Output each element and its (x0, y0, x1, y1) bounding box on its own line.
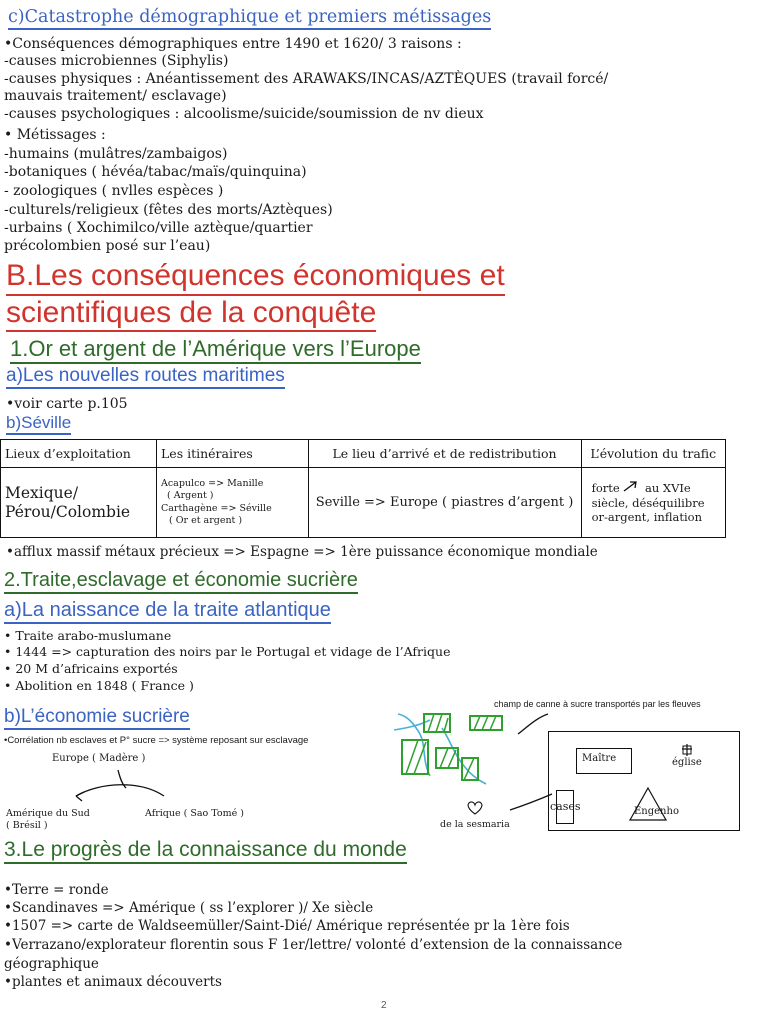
label-cases: cases (550, 800, 581, 813)
cell-line: Mexique/ (5, 483, 79, 502)
table-cell-lieux (1, 468, 157, 538)
table-header-row (1, 440, 726, 468)
text-line: •Scandinaves => Amérique ( ss l’explorer )/ Xe siècle (4, 900, 374, 916)
text-line: • Traite arabo-muslumane (4, 628, 172, 643)
part3-title: 3.Le progrès de la connaissance du monde (4, 837, 407, 864)
text-line: mauvais traitement/ esclavage) (4, 88, 227, 104)
table-cell-evolution (581, 468, 725, 538)
trade-arrows-sketch (60, 766, 170, 808)
section-b-title-line1: B.Les conséquences économiques et (6, 258, 505, 296)
text-line: -causes microbiennes (Siphylis) (4, 53, 229, 69)
table-cell-itineraires (157, 468, 309, 538)
text-line: - zoologiques ( nvlles espèces ) (4, 183, 224, 199)
cell-line: ( Or et argent ) (169, 515, 243, 526)
cell-line: ( Argent ) (167, 490, 214, 501)
text-line: -causes psychologiques : alcoolisme/suicide/soumission de nv dieux (4, 106, 484, 122)
part1-a-title: a)Les nouvelles routes maritimes (6, 364, 285, 389)
table-header: Lieux d’exploitation (1, 440, 157, 468)
part2-title: 2.Traite,esclavage et économie sucrière (4, 568, 358, 594)
table-cell-arrivee: Seville => Europe ( piastres d’argent ) (308, 468, 581, 538)
part2-b-title: b)L’économie sucrière (4, 705, 190, 730)
label-engenho: Engenho (634, 806, 679, 817)
cell-line: Acapulco => Manille (161, 477, 264, 489)
table-header: Le lieu d’arrivé et de redistribution (308, 440, 581, 468)
cell-line: or-argent, inflation (591, 510, 702, 525)
part1-title: 1.Or et argent de l’Amérique vers l’Europe (10, 336, 421, 364)
text-line: -causes physiques : Anéantissement des ARAWAKS/INCAS/AZTÈQUES (travail forcé/ (4, 71, 609, 87)
text-line: -culturels/religieux (fêtes des morts/Aztèques) (4, 202, 333, 218)
text-line: •1507 => carte de Waldseemüller/Saint-Dié/ Amérique représentée pr la 1ère fois (4, 918, 570, 934)
label-afrique: Afrique ( Sao Tomé ) (145, 808, 244, 819)
text-line: géographique (4, 956, 99, 972)
text-line: -botaniques ( hévéa/tabac/maïs/quinquina) (4, 164, 307, 180)
cell-line (592, 480, 721, 496)
label-champ: champ de canne à sucre transportés par les fleuves (494, 699, 701, 709)
text-line: précolombien posé sur l’eau) (4, 238, 211, 254)
text-line: •Corrélation nb esclaves et P° sucre => système reposant sur esclavage (4, 735, 309, 746)
page-number: 2 (381, 1000, 387, 1011)
text-line: •Conséquences démographiques entre 1490 et 1620/ 3 raisons : (4, 36, 462, 52)
cell-line: Carthagène => Séville (161, 502, 272, 514)
text-line: • Métissages : (4, 127, 106, 143)
trafic-table (0, 439, 726, 538)
text-line: •afflux massif métaux précieux => Espagne => 1ère puissance économique mondiale (6, 544, 598, 560)
cell-line: siècle, déséquilibre (591, 495, 705, 510)
text-line: -humains (mulâtres/zambaigos) (4, 146, 228, 162)
evolution-rest: au XVIe (644, 481, 691, 496)
text-line: •Terre = ronde (4, 882, 109, 898)
label-sesmaria: de la sesmaria (440, 819, 510, 830)
label-europe: Europe ( Madère ) (52, 753, 146, 764)
label-amerique-sud: Amérique du Sud (6, 808, 90, 819)
label-maitre: Maître (582, 753, 617, 764)
heart-icon (466, 800, 484, 820)
section-c-title: c)Catastrophe démographique et premiers métissages (8, 6, 491, 30)
part1-b-title: b)Séville (6, 413, 71, 435)
sugarcane-field-sketch (394, 710, 519, 786)
table-header: L’évolution du trafic (581, 440, 725, 468)
section-b-title-line2: scientifiques de la conquête (6, 296, 376, 332)
arrow-up-icon (623, 480, 641, 496)
text-line: • Abolition en 1848 ( France ) (4, 678, 194, 693)
table-row (1, 468, 726, 538)
label-eglise: église (672, 757, 702, 768)
text-line: •plantes et animaux découverts (4, 974, 222, 990)
text-line: -urbains ( Xochimilco/ville aztèque/quartier (4, 220, 313, 236)
pointer-line (516, 712, 550, 736)
part2-a-title: a)La naissance de la traite atlantique (4, 598, 331, 624)
text-line: •Verrazano/explorateur florentin sous F 1er/lettre/ volonté d’extension de la connaissance (4, 937, 623, 953)
text-line: •voir carte p.105 (6, 396, 128, 412)
cell-line: Pérou/Colombie (5, 502, 131, 521)
table-header: Les itinéraires (157, 440, 309, 468)
text-line: • 1444 => capturation des noirs par le Portugal et vidage de l’Afrique (4, 644, 451, 659)
evolution-word: forte (591, 481, 620, 496)
label-bresil: ( Brésil ) (6, 820, 48, 831)
text-line: • 20 M d’africains exportés (4, 661, 178, 676)
